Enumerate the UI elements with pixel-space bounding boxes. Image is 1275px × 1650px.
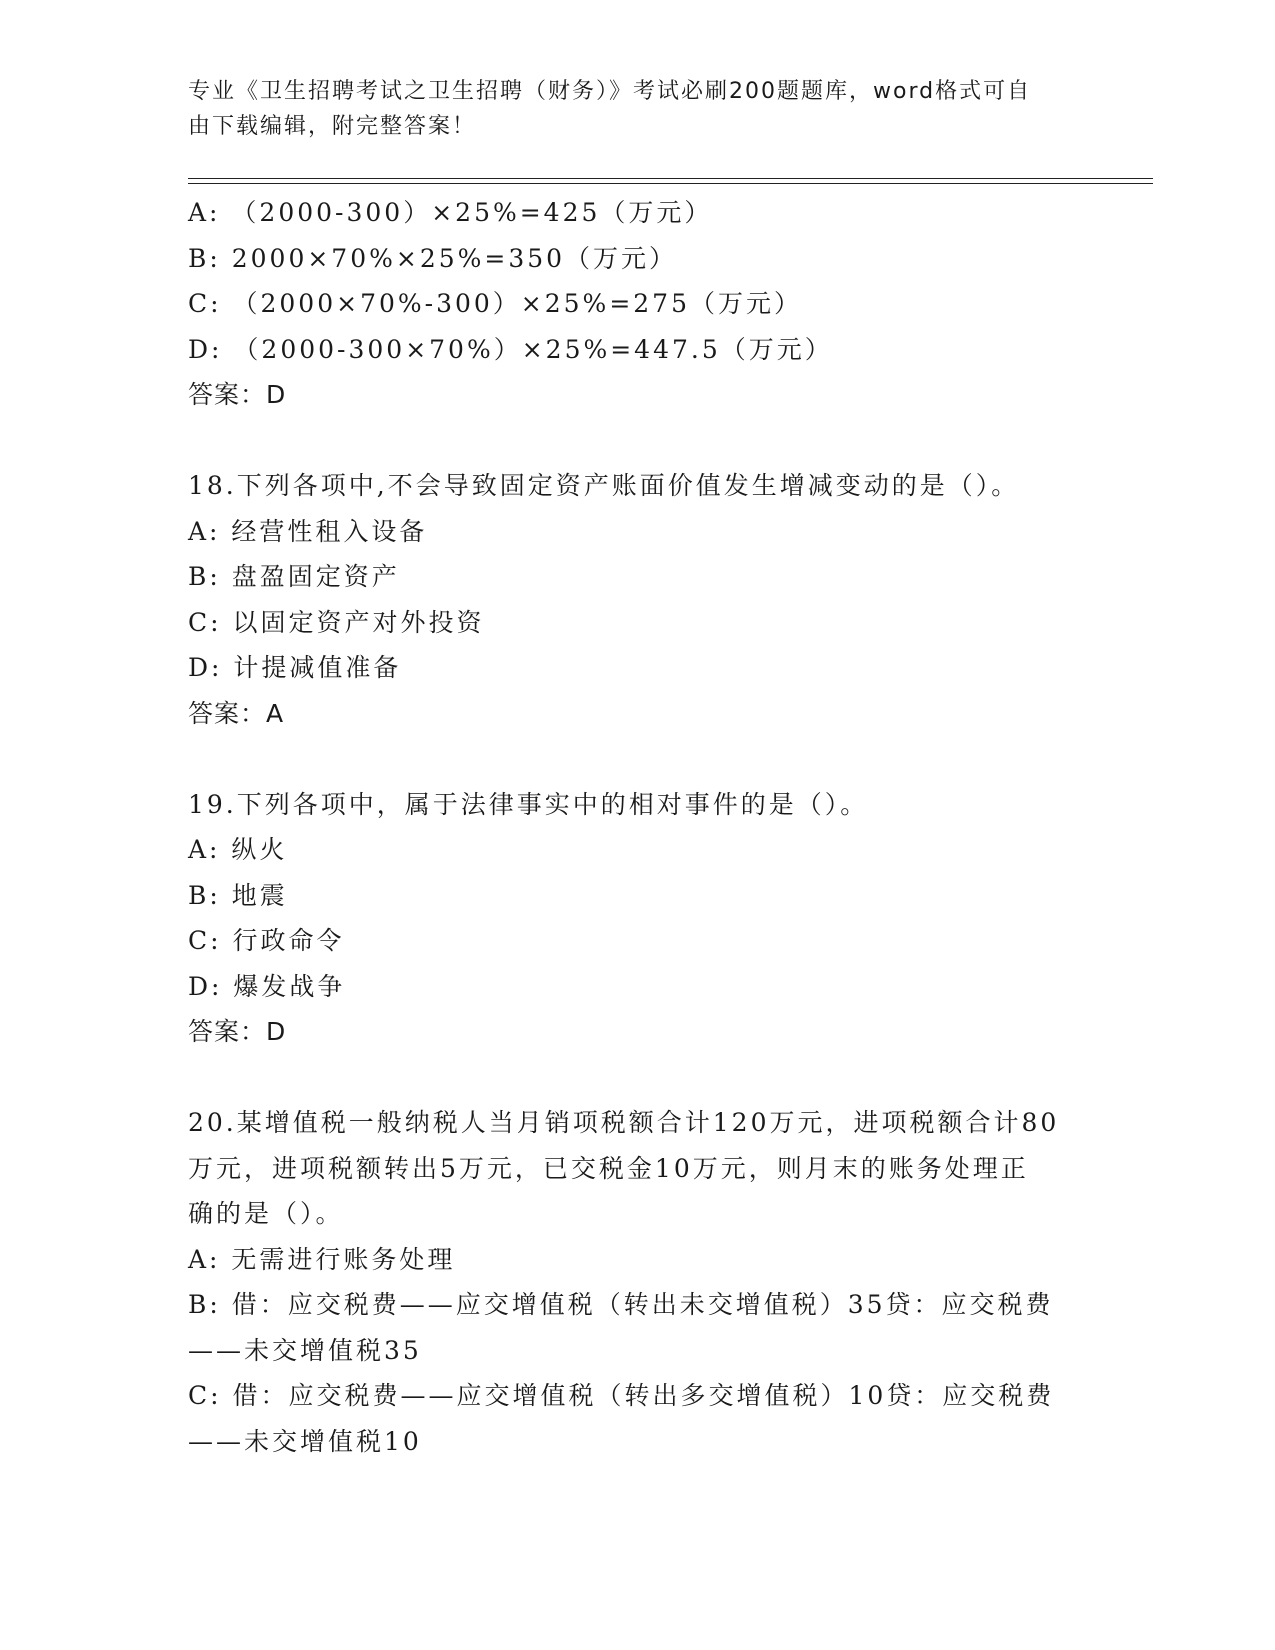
option-b-line-1: B: 借：应交税费——应交增值税（转出未交增值税）35贷：应交税费	[188, 1290, 1054, 1319]
option-b: B: 2000×70%×25%=350（万元）	[188, 243, 678, 273]
option-c-line-2: ——未交增值税10	[188, 1426, 422, 1456]
spacer	[188, 736, 1088, 782]
answer: 答案：D	[188, 1017, 287, 1046]
question-text-line-2: 万元，进项税额转出5万元，已交税金10万元，则月末的账务处理正	[188, 1153, 1029, 1183]
spacer	[188, 418, 1088, 464]
option-d: D: （2000-300×70%）×25%=447.5（万元）	[188, 334, 833, 364]
option-c: C: 行政命令	[188, 926, 345, 955]
option-d: D: 计提减值准备	[188, 653, 402, 682]
option-a: A: 经营性租入设备	[188, 516, 428, 546]
option-c-line-1: C: 借：应交税费——应交增值税（转出多交增值税）10贷：应交税费	[188, 1381, 1055, 1410]
header-divider-top	[188, 178, 1153, 179]
option-a: A: （2000-300）×25%=425（万元）	[188, 198, 713, 227]
option-b: B: 盘盈固定资产	[188, 562, 400, 591]
option-b: B: 地震	[188, 880, 288, 910]
question-text-line-1: 20.某增值税一般纳税人当月销项税额合计120万元，进项税额合计80	[188, 1108, 1060, 1137]
option-b-line-2: ——未交增值税35	[188, 1335, 422, 1365]
answer: 答案：A	[188, 698, 285, 728]
spacer	[188, 1055, 1088, 1101]
option-d: D: 爆发战争	[188, 971, 346, 1001]
answer: 答案：D	[188, 380, 287, 409]
question-text: 18.下列各项中,不会导致固定资产账面价值发生增减变动的是（）。	[188, 471, 1020, 500]
question-20	[188, 1100, 1088, 1464]
question-list	[188, 190, 1088, 1464]
option-c: C: 以固定资产对外投资	[188, 607, 485, 637]
document-header	[188, 74, 1068, 144]
question-18	[188, 463, 1088, 736]
option-a: A: 纵火	[188, 835, 288, 864]
option-c: C: （2000×70%-300）×25%=275（万元）	[188, 289, 802, 318]
question-text: 19.下列各项中，属于法律事实中的相对事件的是（）。	[188, 789, 869, 819]
header-line-2: 由下载编辑，附完整答案！	[188, 114, 477, 139]
header-divider-bottom	[188, 183, 1153, 184]
question-19	[188, 782, 1088, 1055]
question-text-line-3: 确的是（）。	[188, 1199, 344, 1228]
option-a: A: 无需进行账务处理	[188, 1244, 456, 1274]
question-17	[188, 190, 1088, 418]
header-line-1: 专业《卫生招聘考试之卫生招聘（财务）》考试必刷200题题库，word格式可自	[188, 79, 1032, 104]
